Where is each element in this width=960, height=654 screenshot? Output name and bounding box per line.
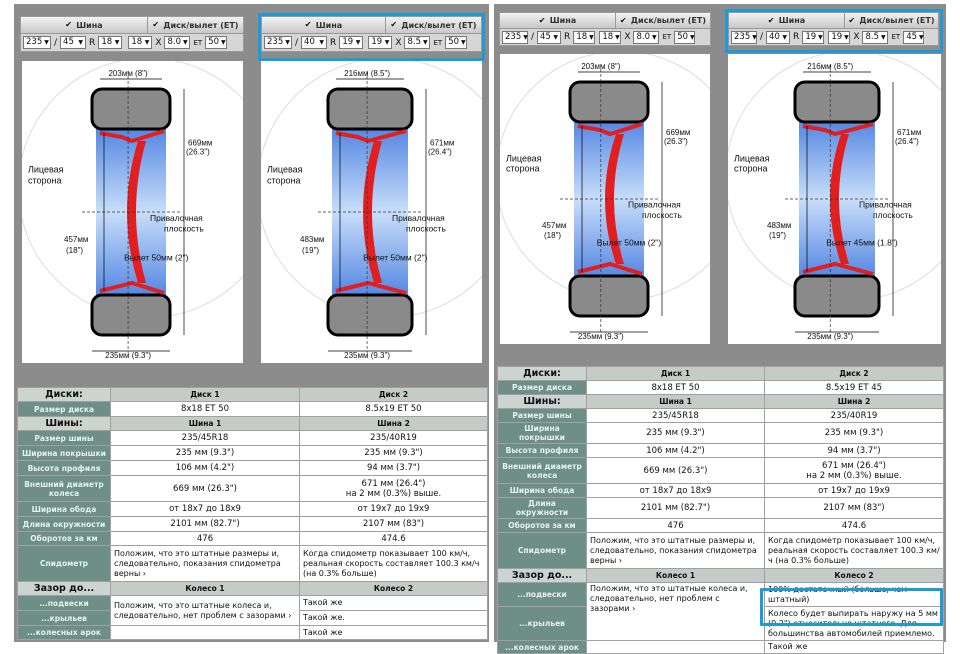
offset-label: Вылет 50мм (2") [363,252,428,263]
top-width-label: 203мм (8") [581,62,621,71]
highlight-box [725,9,943,53]
face-side-label: Лицевая [267,164,303,175]
rim-et-select[interactable]: 45 ▼ [903,31,924,44]
tire-selector-original: ✔ Шина ✔ Диск/вылет (ET) 235 ▼ / 45 ▼ R 18 ▼ 18 ▼ X 8.0 ▼ ET 50 ▼ [499,12,711,46]
outer-diameter-label: 671мм [430,138,455,148]
rim-et-select[interactable]: 50 ▼ [674,31,695,44]
speedometer-link[interactable]: Положим, что это штатные размеры и, следовательно, показания спидометра верны › [111,546,300,582]
outer-diameter-label: (26.3") [664,136,688,146]
tire-checkbox[interactable]: ✔ [767,15,775,25]
tire-checkbox[interactable]: ✔ [538,15,546,25]
rim-width-select[interactable]: 8.0 ▼ [164,36,190,49]
face-side-label: Лицевая [734,153,770,164]
outer-diameter-label: 671мм [897,128,922,138]
face-side-label: Лицевая [28,164,64,175]
outer-diameter-label: (26.4") [428,147,452,157]
tire-radius-select[interactable]: 18 ▼ [98,36,122,49]
mounting-plane-label: плоскость [164,223,204,234]
mounting-plane-label: плоскость [642,209,682,220]
clearance-link[interactable]: Положим, что это штатные колеса и, следовательно, нет проблем с зазорами › [587,583,765,641]
face-side-label: сторона [734,163,768,174]
wheel-diagram-4 [728,54,941,344]
face-side-label: сторона [28,175,62,186]
bottom-width-label: 235мм (9.3") [344,351,391,360]
disc-checkbox[interactable]: ✔ [848,15,856,25]
rim-width-select[interactable]: 8.0 ▼ [633,31,659,44]
tire-width-select[interactable]: 235 ▼ [264,36,292,49]
outer-diameter-label: 669мм [666,128,691,138]
offset-label: Вылет 50мм (2") [596,237,662,248]
top-width-label: 216мм (8.5") [344,69,391,78]
bottom-width-label: 235мм (9.3") [807,332,854,341]
disc-checkbox[interactable]: ✔ [152,20,160,29]
tire-bottom [92,295,170,335]
rim-et-select[interactable]: 50 ▼ [445,36,467,49]
clearance-link[interactable]: Положим, что это штатные колеса и, следовательно, нет проблем с зазорами › [111,596,300,626]
tire-selector-new: ✔ Шина ✔ Диск/вылет (ET) 235 ▼ / 40 ▼ R 19 ▼ 19 ▼ X 8.5 ▼ ET 45 ▼ [728,12,939,46]
disc-checkbox[interactable]: ✔ [619,15,627,25]
tire-radius-select[interactable]: 19 ▼ [802,31,824,44]
tire-top [328,89,412,129]
tire-top [570,82,648,122]
tire-width-select[interactable]: 235 ▼ [23,36,51,49]
tire-bottom [570,276,648,316]
tire-checkbox[interactable]: ✔ [65,20,72,29]
speedometer-link[interactable]: Положим, что это штатные размеры и, следовательно, показания спидометра верны › [587,533,765,569]
mounting-plane-label: плоскость [873,209,913,220]
highlight-box [760,588,943,626]
top-width-label: 203мм (8") [108,69,148,78]
rim-diameter-label: 483мм [300,235,325,245]
face-side-label: сторона [267,175,301,186]
tire-radius-select[interactable]: 19 ▼ [339,36,363,49]
rim-width-select[interactable]: 8.5 ▼ [862,31,888,44]
tire-selector-new: ✔ Шина ✔ Диск/вылет (ET) 235 ▼ / 40 ▼ R 19 ▼ 19 ▼ X 8.5 ▼ ET 50 ▼ [261,16,482,52]
mounting-plane-label: Привалочная [150,213,203,224]
rim-diameter-label: (19") [769,231,787,241]
mounting-plane-label: Привалочная [628,199,681,210]
bottom-width-label: 235мм (9.3") [577,332,624,341]
tire-checkbox[interactable]: ✔ [304,20,312,29]
disc-header: ✔ Диск/вылет (ET) [147,17,243,33]
disc-checkbox[interactable]: ✔ [390,20,398,29]
highlight-box [258,13,485,61]
face-side-label: Лицевая [506,153,542,164]
rim-diameter-select[interactable]: 19 ▼ [828,31,850,44]
rim-diameter-label: 483мм [767,221,792,230]
tire-top [92,89,170,129]
rim-diameter-label: (18") [544,231,562,241]
comparison-table-left: Диски: Диск 1 Диск 2 Размер диска 8x18 ET 50 8.5x19 ET 50 Шины: Шина 1 Шина 2 Размер шины 235/45R18 235/40R19 Ширина покрышки 235 мм (9.3") 235 мм (9.3") Высота профиля 106 мм (4.2") 94 мм (3.7") Внешний диаметр колеса 669 мм (26.3") 671 мм (26.4") на 2 мм (0.3%) выше. Ширина обода от 18x7 до 18x9 от 19x7 до 19x9 Длина окружности 2101 мм (82.7") 2107 мм (83") Оборотов за км 476 474.6 Спидометр Положим, что это штатные размеры и, следовательно, показания спидометра верны › Когда спидометр показывает 100 км/ч, реальная скорость составляет 100.3 км/ч (на 0.3% больше) Зазор до... Колесо 1 Колесо 2 ...подвески Положим, что это штатные колеса и, следовательно, нет проблем с зазорами › Такой же ...крыльев Такой же. ...колесных арок Такой же [17,387,488,640]
rim-et-select[interactable]: 50 ▼ [205,36,227,49]
rim-diameter-select[interactable]: 18 ▼ [599,31,621,44]
outer-diameter-label: (26.3") [186,147,210,157]
top-width-label: 216мм (8.5") [807,62,854,71]
tire-top [795,82,879,122]
comparison-table-right: Диски: Диск 1 Диск 2 Размер диска 8x18 ET 50 8.5x19 ET 45 Шины: Шина 1 Шина 2 Размер шины 235/45R18 235/40R19 Ширина покрышки 235 мм (9.3") 235 мм (9.3") Высота профиля 106 мм (4.2") 94 мм (3.7") Внешний диаметр колеса 669 мм (26.3") 671 мм (26.4") на 2 мм (0.3%) выше. Ширина обода от 18x7 до 18x9 от 19x7 до 19x9 Длина окружности 2101 мм (82.7") 2107 мм (83") Оборотов за км 476 474.6 Спидометр Положим, что это штатные размеры и, следовательно, показания спидометра верны › Когда спидометр показывает 100 км/ч, реальная скорость составляет 100.3 км/ч (на 0.3% больше) Зазор до... Колесо 1 Колесо 2 ...подвески Положим, что это штатные колеса и, следовательно, нет проблем с зазорами › 100% достаточный (больше, чем штатный) ...крыльев Колесо будет выпирать наружу на 5 мм (0.2") относительно штатного. Для большинства автомобилей приемлемо. ...колесных арок Такой же [497,366,944,654]
bottom-width-label: 235мм (9.3") [105,351,152,360]
rim-diameter-label: (18") [66,245,84,255]
wheel-diagram-3 [500,54,710,344]
mounting-plane-label: плоскость [406,223,446,234]
offset-label: Вылет 50мм (2") [124,252,189,263]
wheel-diagram-1 [22,61,243,363]
offset-label: Вылет 45мм (1.8") [826,237,898,248]
rim-diameter-label: 457мм [64,235,89,245]
tire-profile-select[interactable]: 45 ▼ [537,31,561,44]
tire-profile-select[interactable]: 40 ▼ [766,31,790,44]
rim-width-select[interactable]: 8.5 ▼ [404,36,430,49]
tire-header: ✔ Шина [65,20,103,30]
tire-profile-select[interactable]: 40 ▼ [301,36,327,49]
outer-diameter-label: (26.4") [895,136,919,146]
mounting-plane-label: Привалочная [859,199,912,210]
outer-diameter-label: 669мм [188,138,213,148]
tire-bottom [795,276,879,316]
tire-width-select[interactable]: 235 ▼ [731,31,757,44]
face-side-label: сторона [506,163,540,174]
tire-selector-original: ✔ Шина ✔ Диск/вылет (ET) 235 ▼ / 45 ▼ R 18 ▼ 18 ▼ X 8.0 ▼ ET 50 ▼ [20,16,244,52]
tire-width-select[interactable]: 235 ▼ [502,31,528,44]
rim-diameter-label: 457мм [542,221,567,230]
tire-profile-select[interactable]: 45 ▼ [60,36,86,49]
tire-radius-select[interactable]: 18 ▼ [573,31,595,44]
mounting-plane-label: Привалочная [392,213,445,224]
tire-bottom [328,295,412,335]
rim-diameter-select[interactable]: 18 ▼ [128,36,152,49]
rim-diameter-label: (19") [302,245,320,255]
wheel-diagram-2 [261,61,482,363]
rim-diameter-select[interactable]: 19 ▼ [368,36,392,49]
